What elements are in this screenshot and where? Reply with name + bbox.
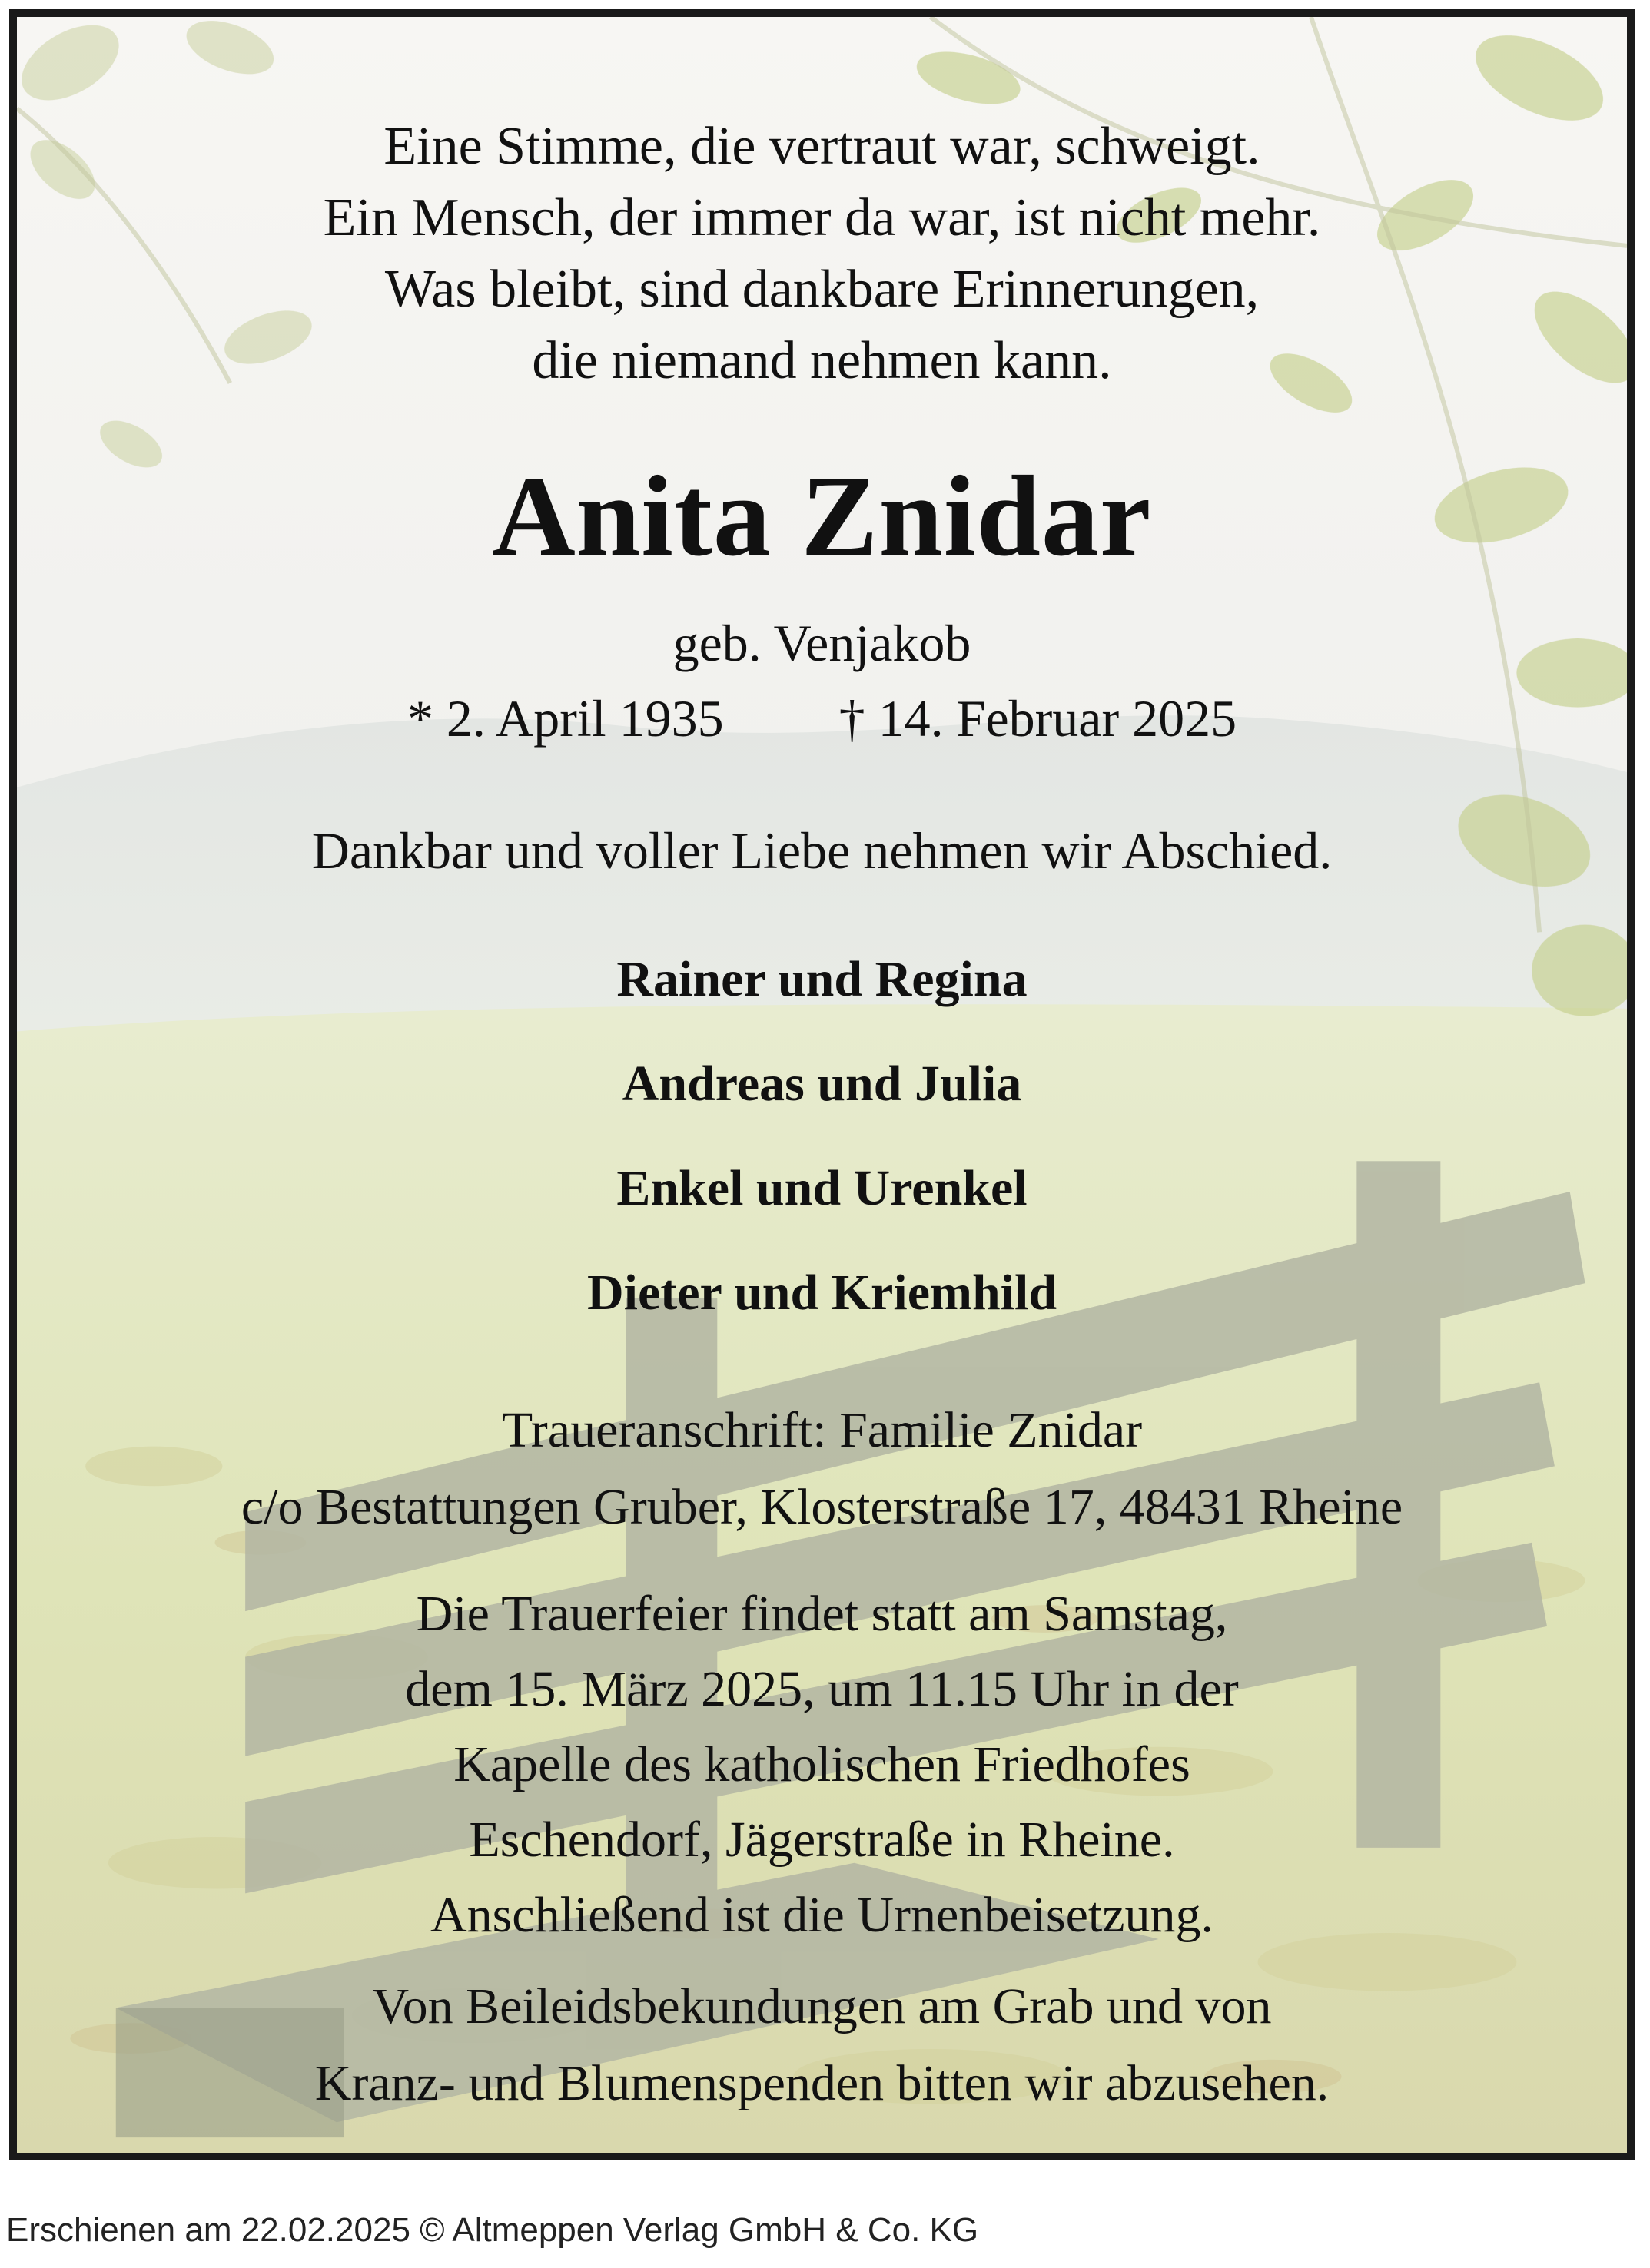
deceased-name: Anita Znidar	[492, 453, 1152, 580]
life-dates	[17, 684, 1627, 753]
poem-line: die niemand nehmen kann.	[532, 331, 1112, 390]
condolence-line: Kranz- und Blumenspenden bitten wir abzusehen.	[314, 2055, 1330, 2111]
mourning-family	[17, 927, 1627, 1345]
birth-name: geb. Venjakob	[672, 614, 971, 672]
family-member: Andreas und Julia	[622, 1056, 1022, 1112]
farewell-line: Dankbar und voller Liebe nehmen wir Abschied.	[311, 821, 1333, 880]
family-member: Rainer und Regina	[616, 951, 1028, 1007]
poem-line: Was bleibt, sind dankbare Erinnerungen,	[384, 260, 1260, 319]
funeral-line: Kapelle des katholischen Friedhofes	[453, 1736, 1190, 1792]
funeral-line: Die Trauerfeier findet statt am Samstag,	[416, 1586, 1228, 1642]
funeral-line: Eschendorf, Jägerstraße in Rheine.	[469, 1812, 1175, 1868]
notice-text	[17, 17, 1627, 2153]
mourning-address	[17, 1392, 1627, 1546]
obituary-notice	[9, 9, 1635, 2160]
publication-footer: Erschienen am 22.02.2025 © Altmeppen Verlag GmbH & Co. KG	[6, 2211, 979, 2249]
condolence-note	[17, 1968, 1627, 2122]
family-member: Dieter und Kriemhild	[586, 1265, 1057, 1321]
poem-line: Eine Stimme, die vertraut war, schweigt.	[383, 117, 1260, 176]
funeral-details	[17, 1577, 1627, 1953]
memorial-poem	[17, 111, 1627, 396]
funeral-line: Anschließend ist die Urnenbeisetzung.	[430, 1887, 1214, 1943]
address-line: c/o Bestattungen Gruber, Klosterstraße 17, 48431 Rheine	[241, 1479, 1403, 1535]
birth-date: * 2. April 1935	[407, 689, 724, 748]
poem-line: Ein Mensch, der immer da war, ist nicht mehr.	[323, 188, 1321, 247]
address-line: Traueranschrift: Familie Znidar	[501, 1402, 1143, 1458]
family-member: Enkel und Urenkel	[616, 1160, 1028, 1216]
condolence-line: Von Beileidsbekundungen am Grab und von	[372, 1978, 1272, 2034]
funeral-line: dem 15. März 2025, um 11.15 Uhr in der	[405, 1661, 1239, 1717]
death-date: † 14. Februar 2025	[838, 689, 1237, 748]
